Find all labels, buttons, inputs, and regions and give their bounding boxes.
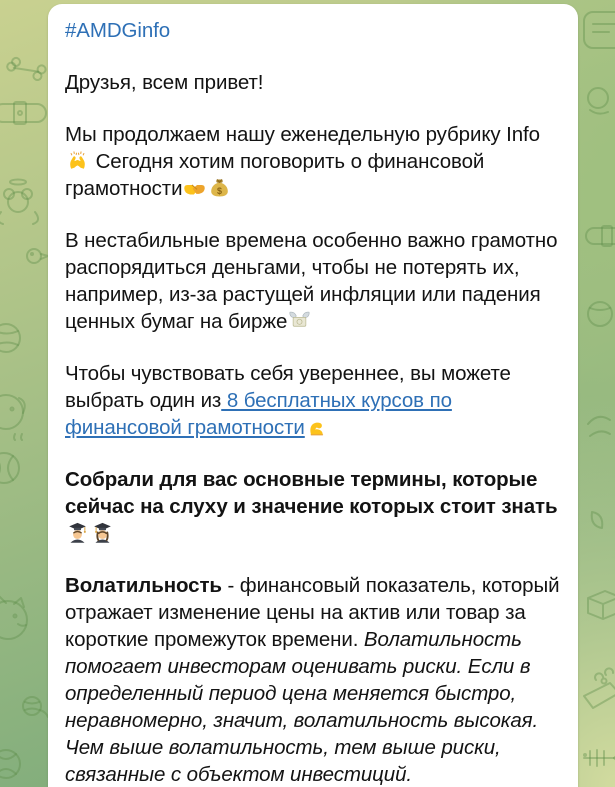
raising-hands-emoji	[66, 149, 89, 172]
greeting-text: Друзья, всем привет!	[65, 71, 264, 94]
message-bubble	[48, 4, 578, 787]
svg-text:$: $	[217, 185, 223, 196]
courses-paragraph	[65, 360, 561, 441]
unstable-times-text: В нестабильные времена особенно важно грамотно распорядиться деньгами, чтобы не потерять их, например, из-за растущей инфляции или падения ценных бумаг на бирже	[65, 229, 558, 333]
man-student-emoji	[66, 521, 89, 544]
money-with-wings-emoji	[288, 309, 311, 332]
volatility-italic-note: Волатильность помогает инвесторам оценивать риски. Если в определенный период цена меняется быстро, неравномерно, значит, волатильность высокая. Чем выше волатильность, тем выше риски, связанные с объектом инвестиций.	[65, 628, 539, 786]
hashtag-line	[65, 17, 561, 44]
intro-part2-text: Сегодня хотим поговорить о финансовой грамотности	[65, 150, 485, 200]
volatility-definition: - финансовый показатель, который отражает изменение цены на актив или товар за короткие промежуток времени.	[65, 574, 560, 651]
intro-part1-text: Мы продолжаем нашу еженедельную рубрику Info	[65, 123, 540, 146]
terms-text: Собрали для вас основные термины, которые сейчас на слуху и значение которых стоит знать	[65, 468, 558, 518]
volatility-paragraph	[65, 572, 561, 787]
unstable-times-paragraph	[65, 227, 561, 335]
terms-paragraph	[65, 466, 561, 547]
free-courses-link[interactable]: 8 бесплатных курсов по финансовой грамотности	[65, 389, 452, 439]
money-bag-emoji	[208, 176, 231, 199]
woman-student-emoji	[91, 521, 114, 544]
handshake-emoji	[183, 176, 206, 199]
courses-before-link-text: Чтобы чувствовать себя увереннее, вы можете выбрать один из	[65, 362, 511, 412]
intro-paragraph	[65, 121, 561, 202]
hashtag-link[interactable]: #AMDGinfo	[65, 19, 171, 42]
flexed-biceps-emoji	[306, 415, 329, 438]
volatility-term: Волатильность	[65, 574, 222, 597]
